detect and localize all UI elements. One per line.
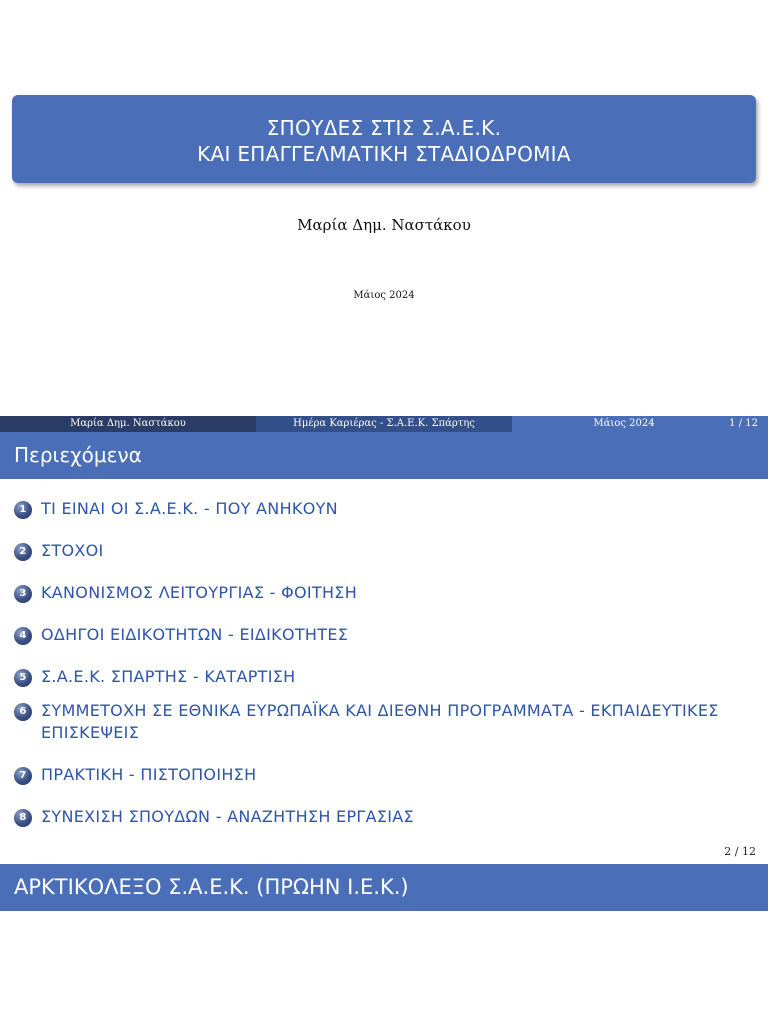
toc-number-bullet: 4 bbox=[14, 627, 32, 645]
contents-title: Περιεχόμενα bbox=[0, 432, 768, 479]
title-box bbox=[12, 95, 756, 183]
toc-item-label: ΣΥΝΕΧΙΣΗ ΣΠΟΥΔΩΝ - ΑΝΑΖΗΤΗΣΗ ΕΡΓΑΣΙΑΣ bbox=[41, 807, 414, 826]
toc-item-label: ΣΥΜΜΕΤΟΧΗ ΣΕ ΕΘΝΙΚΑ ΕΥΡΩΠΑΪΚΑ ΚΑΙ ΔΙΕΘΝΗ ΠΡΟΓΡΑΜΜΑΤΑ - ΕΚΠΑΙΔΕΥΤΙΚΕΣ ΕΠΙΣΚΕΨΕΙΣ bbox=[41, 701, 719, 742]
toc-item-label: ΟΔΗΓΟΙ ΕΙΔΙΚΟΤΗΤΩΝ - ΕΙΔΙΚΟΤΗΤΕΣ bbox=[41, 625, 349, 644]
footer-author: Μαρία Δημ. Ναστάκου bbox=[0, 416, 256, 432]
toc-number-bullet: 3 bbox=[14, 585, 32, 603]
toc-number-bullet: 7 bbox=[14, 767, 32, 785]
toc-item-label: ΣΤΟΧΟΙ bbox=[41, 541, 104, 560]
footer-date: Μάιος 2024 bbox=[593, 418, 655, 429]
footer-date-section bbox=[512, 416, 768, 432]
toc-item-label: Σ.Α.Ε.Κ. ΣΠΑΡΤΗΣ - ΚΑΤΑΡΤΙΣΗ bbox=[41, 667, 296, 686]
toc-item-label: ΠΡΑΚΤΙΚΗ - ΠΙΣΤΟΠΟΙΗΣΗ bbox=[41, 765, 257, 784]
toc-number-bullet: 2 bbox=[14, 543, 32, 561]
footer-page-number: 1 / 12 bbox=[729, 418, 758, 429]
author-name: Μαρία Δημ. Ναστάκου bbox=[297, 216, 471, 234]
toc-number-bullet: 8 bbox=[14, 809, 32, 827]
acronym-slide-title: ΑΡΚΤΙΚΟΛΕΞΟ Σ.Α.Ε.Κ. (ΠΡΩΗΝ Ι.Ε.Κ.) bbox=[0, 864, 768, 911]
slide-title-line-1: ΣΠΟΥΔΕΣ ΣΤΙΣ Σ.Α.Ε.Κ. bbox=[266, 116, 502, 140]
toc-number-bullet: 5 bbox=[14, 669, 32, 687]
toc-number-bullet: 6 bbox=[14, 703, 32, 721]
page-number: 2 / 12 bbox=[724, 845, 756, 858]
presentation-date: Μάιος 2024 bbox=[353, 290, 415, 301]
footer-bar bbox=[0, 416, 768, 432]
slide-title-line-2: ΚΑΙ ΕΠΑΓΓΕΛΜΑΤΙΚΗ ΣΤΑΔΙΟΔΡΟΜΙΑ bbox=[197, 142, 571, 166]
footer-event: Ημέρα Καριέρας - Σ.Α.Ε.Κ. Σπάρτης bbox=[256, 416, 512, 432]
toc-item-label: ΚΑΝΟΝΙΣΜΟΣ ΛΕΙΤΟΥΡΓΙΑΣ - ΦΟΙΤΗΣΗ bbox=[41, 583, 358, 602]
toc-item-label: ΤΙ ΕΙΝΑΙ ΟΙ Σ.Α.Ε.Κ. - ΠΟΥ ΑΝΗΚΟΥΝ bbox=[41, 499, 338, 518]
toc-number-bullet: 1 bbox=[14, 501, 32, 519]
